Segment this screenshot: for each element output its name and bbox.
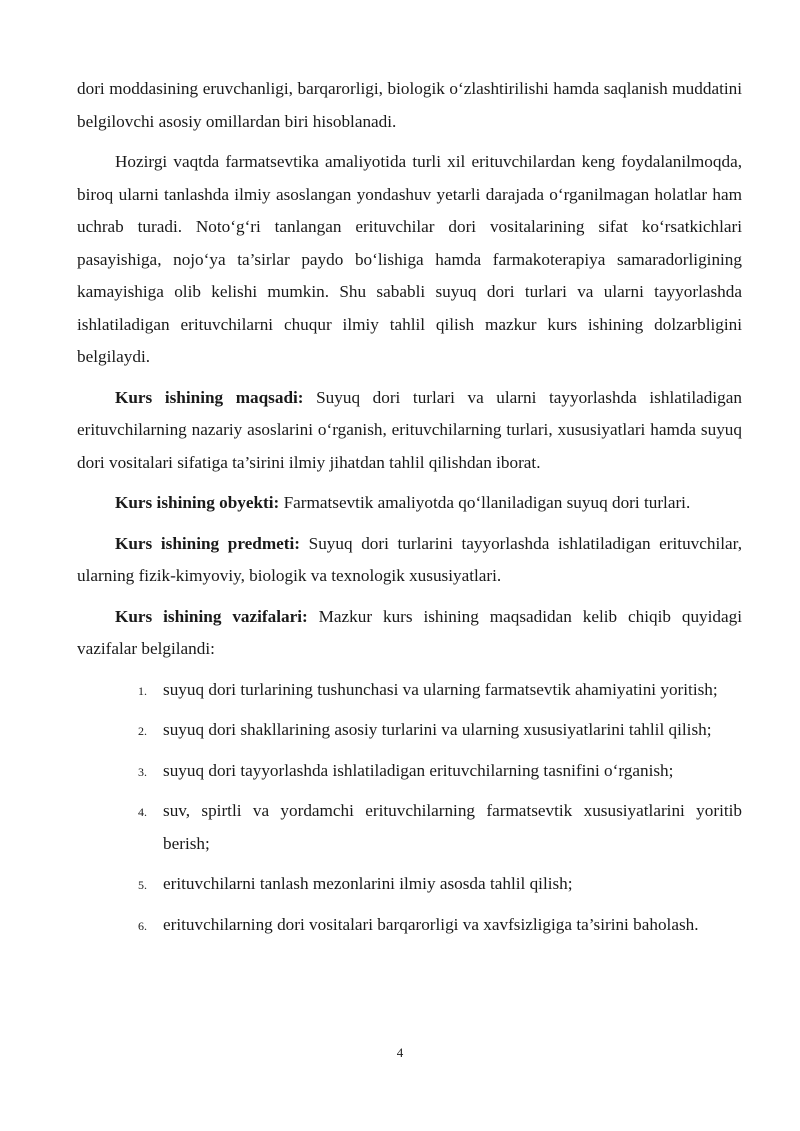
- object-label: Kurs ishining obyekti:: [115, 493, 280, 512]
- list-item-number: 6.: [138, 918, 147, 933]
- list-item: [77, 714, 742, 747]
- list-item-text: suyuq dori turlarining tushunchasi va ularning farmatsevtik ahamiyatini yoritish;: [163, 679, 718, 699]
- tasks-list: [77, 674, 742, 942]
- tasks-text: Mazkur kurs ishining maqsadidan kelib chiqib quyidagi vazifalar belgilandi:: [77, 606, 743, 658]
- list-item-text: suyuq dori tayyorlashda ishlatiladigan erituvchilarning tasnifini o‘rganish;: [163, 760, 674, 780]
- list-item: [77, 868, 742, 901]
- section-goal: [77, 382, 742, 480]
- list-item-number: 3.: [138, 764, 147, 779]
- tasks-label: Kurs ishining vazifalari:: [115, 606, 308, 626]
- list-item: [77, 795, 742, 860]
- list-item-text: erituvchilarning dori vositalari barqarorligi va xavfsizligiga ta’sirini baholash.: [163, 914, 699, 934]
- subject-text: Suyuq dori turlarini tayyorlashda ishlatiladigan erituvchilar, ularning fizik-kimyoviy, biologik va texnologik xususiyatlari.: [77, 533, 742, 585]
- section-object: [77, 487, 742, 520]
- goal-label: Kurs ishining maqsadi:: [115, 387, 304, 407]
- list-item-number: 4.: [138, 805, 147, 819]
- list-item: [77, 755, 742, 788]
- section-tasks: [77, 601, 742, 666]
- list-item: [77, 674, 742, 707]
- paragraph-continuation: dori moddasining eruvchanligi, barqarorligi, biologik o‘zlashtirilishi hamda saqlanish muddatini belgilovchi asosiy omillardan biri hisoblanadi.: [77, 79, 742, 131]
- paragraph-relevance: Hozirgi vaqtda farmatsevtika amaliyotida turli xil erituvchilardan keng foydalanilmoqda, biroq ularni tanlashda ilmiy asoslangan yondashuv yetarli darajada o‘rganilmagan holatlar ham uchrab turadi. Noto‘g‘ri tanlangan erituvchilar dori vositalarining sifat ko‘rsatkichlari pasayishiga, nojo‘ya ta’sirlar paydo bo‘lishiga hamda farmakoterapiya samaradorligining kamayishiga olib kelishi mumkin. Shu sababli suyuq dori turlari va ularni tayyorlashda ishlatiladigan erituvchilarni chuqur ilmiy tahlil qilish mazkur kurs ishining dolzarbligini belgilaydi.: [77, 152, 742, 366]
- section-subject: [77, 528, 742, 593]
- list-item-text: erituvchilarni tanlash mezonlarini ilmiy asosda tahlil qilish;: [163, 874, 573, 893]
- list-item-number: 1.: [138, 683, 147, 698]
- page-content: [77, 73, 742, 949]
- subject-label: Kurs ishining predmeti:: [115, 533, 301, 553]
- list-item-number: 2.: [138, 724, 147, 738]
- goal-text: Suyuq dori turlari va ularni tayyorlashda ishlatiladigan erituvchilarning nazariy asoslarini o‘rganish, erituvchilarning turlari, xususiyatlari hamda suyuq dori vositalari sifatiga ta’sirini ilmiy jihatdan tahlil qilishdan iborat.: [77, 387, 742, 472]
- page-number: 4: [396, 1045, 404, 1060]
- object-text: Farmatsevtik amaliyotda qo‘llaniladigan suyuq dori turlari.: [279, 493, 691, 512]
- list-item-number: 5.: [138, 878, 147, 892]
- list-item-text: suv, spirtli va yordamchi erituvchilarning farmatsevtik xususiyatlarini yoritib berish;: [163, 801, 742, 853]
- list-item: [77, 909, 742, 942]
- list-item-text: suyuq dori shakllarining asosiy turlarini va ularning xususiyatlarini tahlil qilish;: [163, 720, 712, 739]
